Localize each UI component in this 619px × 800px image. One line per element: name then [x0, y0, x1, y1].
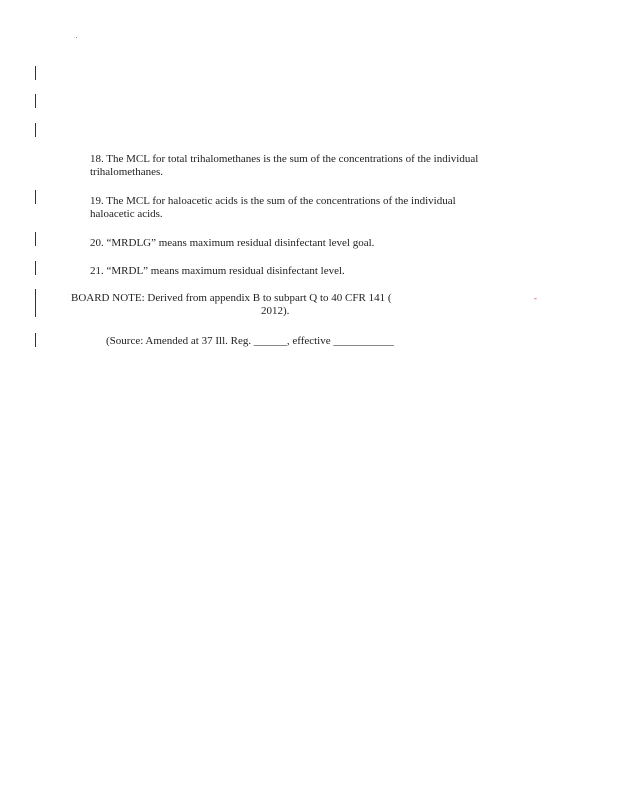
item-19-line-2: haloacetic acids.	[90, 208, 163, 220]
change-bar	[35, 123, 36, 137]
change-bar	[35, 261, 36, 275]
change-bar	[35, 289, 36, 317]
change-bar	[35, 94, 36, 108]
item-21	[90, 265, 530, 278]
board-note-line-1: BOARD NOTE: Derived from appendix B to subpart Q to 40 CFR 141 (	[71, 292, 392, 304]
item-18-line-1: 18. The MCL for total trihalomethanes is the sum of the concentrations of the individual	[90, 153, 479, 165]
change-bar	[35, 190, 36, 204]
board-note	[71, 292, 541, 318]
change-bar	[35, 232, 36, 246]
change-bar	[35, 333, 36, 347]
item-19	[90, 195, 530, 221]
change-bar	[35, 66, 36, 80]
board-note-line-2: 2012).	[261, 305, 290, 317]
source-note: (Source: Amended at 37 Ill. Reg. ______, effective ___________	[106, 335, 394, 347]
item-18	[90, 153, 530, 179]
item-21-line-1: 21. “MRDL” means maximum residual disinfectant level.	[90, 265, 345, 277]
item-18-line-2: trihalomethanes.	[90, 166, 164, 178]
item-20	[90, 237, 530, 250]
stray-mark: -	[534, 293, 537, 303]
scan-dot	[76, 37, 77, 38]
item-20-line-1: 20. “MRDLG” means maximum residual disinfectant level goal.	[90, 237, 375, 249]
item-19-line-1: 19. The MCL for haloacetic acids is the sum of the concentrations of the individual	[90, 195, 456, 207]
